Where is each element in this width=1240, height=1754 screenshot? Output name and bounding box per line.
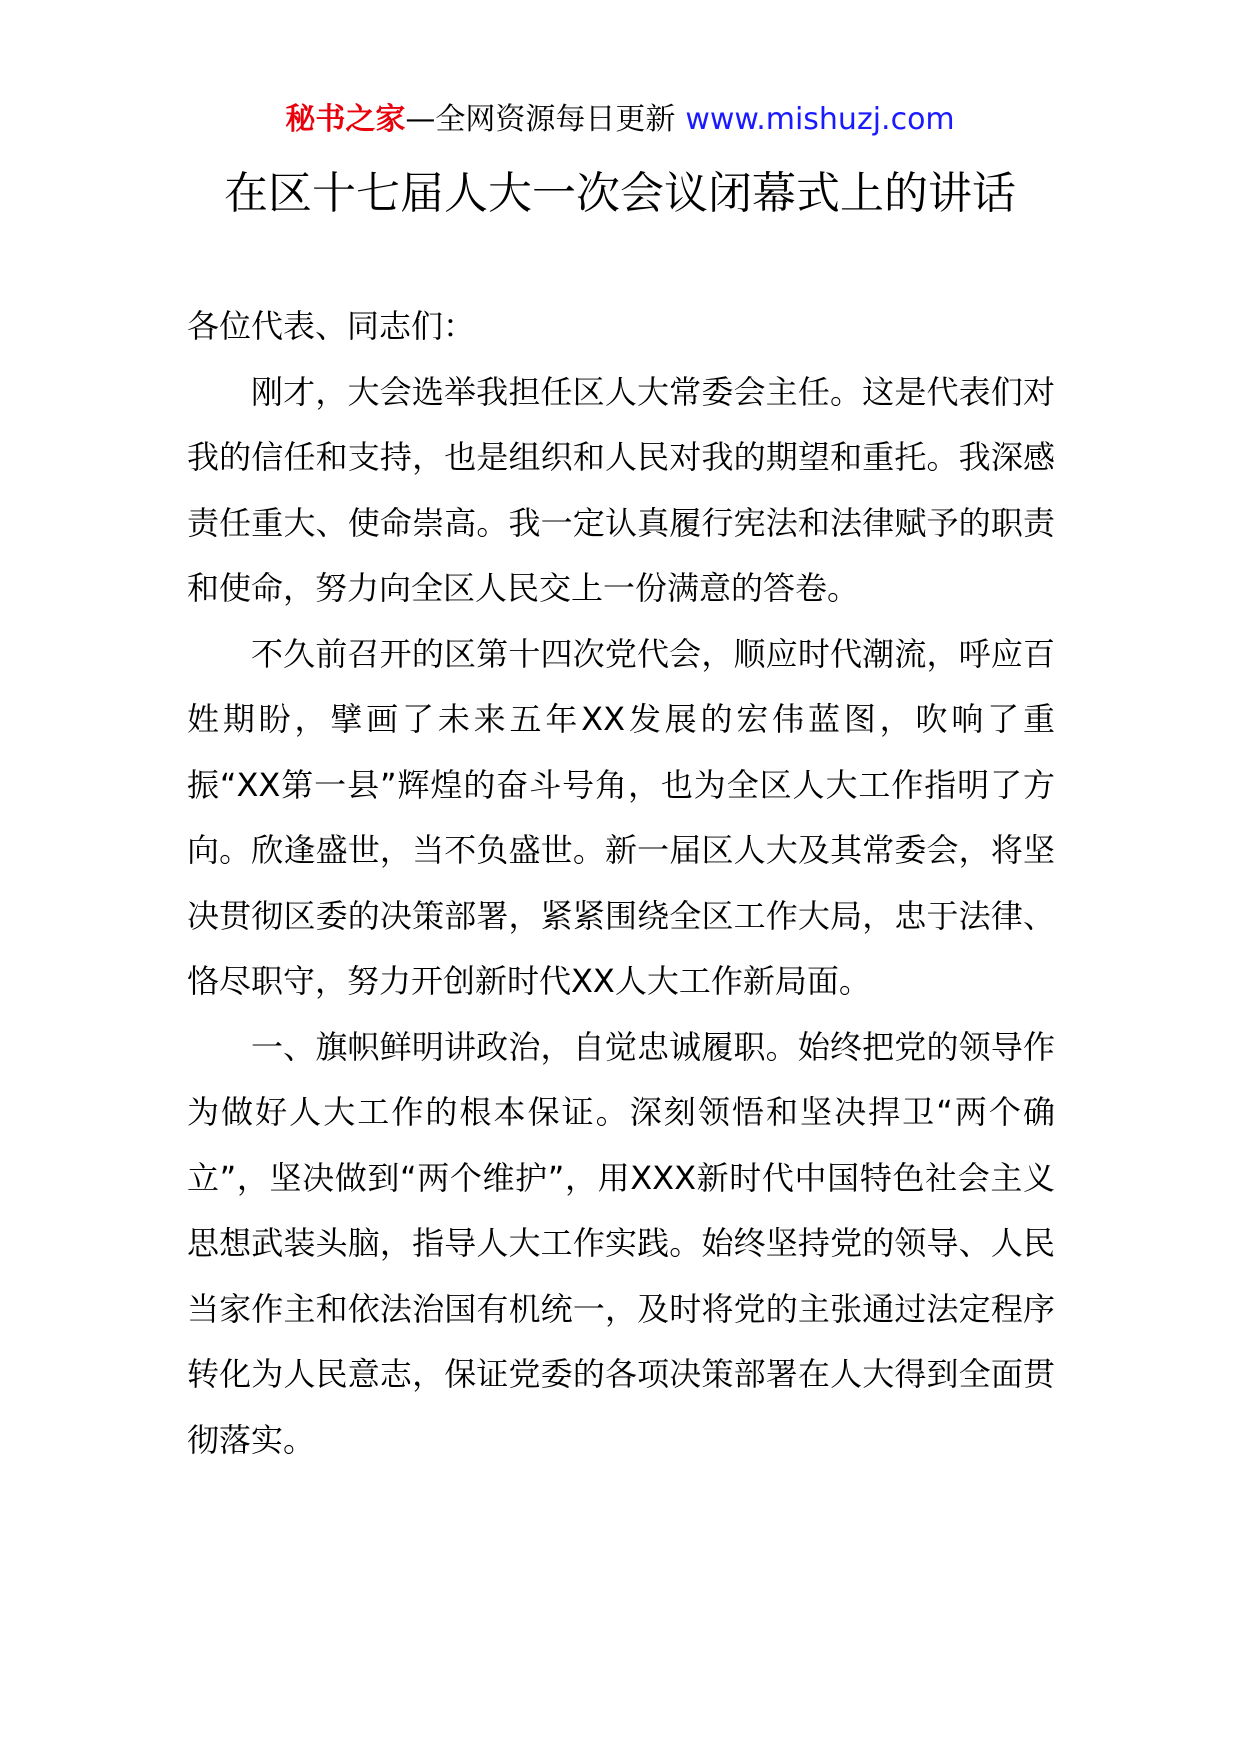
brand-name: 秘书之家 [285,102,406,137]
site-url-link[interactable]: www.mishuzj.com [685,102,955,137]
paragraph-3: 一、旗帜鲜明讲政治，自觉忠诚履职。始终把党的领导作为做好人大工作的根本保证。深刻领悟和坚决捍卫“两个确立”，坚决做到“两个维护”，用XXX新时代中国特色社会主义思想武装头脑，指导人大工作实践。始终坚持党的领导、人民当家作主和依法治国有机统一，及时将党的主张通过法定程序转化为人民意志，保证党委的各项决策部署在人大得到全面贯彻落实。 [187,1027,1055,1459]
site-header [0,100,1240,140]
paragraph-1: 刚才，大会选举我担任区人大常委会主任。这是代表们对我的信任和支持，也是组织和人民对我的期望和重托。我深感责任重大、使命崇高。我一定认真履行宪法和法律赋予的职责和使命，努力向全区人民交上一份满意的答卷。 [187,372,1055,607]
site-slogan: —全网资源每日更新 [405,102,676,137]
paragraph-2: 不久前召开的区第十四次党代会，顺应时代潮流，呼应百姓期盼，擘画了未来五年XX发展的宏伟蓝图，吹响了重振“XX第一县”辉煌的奋斗号角，也为全区人大工作指明了方向。欣逢盛世，当不负盛世。新一届区人大及其常委会，将坚决贯彻区委的决策部署，紧紧围绕全区工作大局，忠于法律、恪尽职守，努力开创新时代XX人大工作新局面。 [187,634,1055,1000]
document-title: 在区十七届人大一次会议闭幕式上的讲话 [224,168,1016,219]
document-body [187,294,1055,1473]
salutation: 各位代表、同志们： [187,307,476,345]
